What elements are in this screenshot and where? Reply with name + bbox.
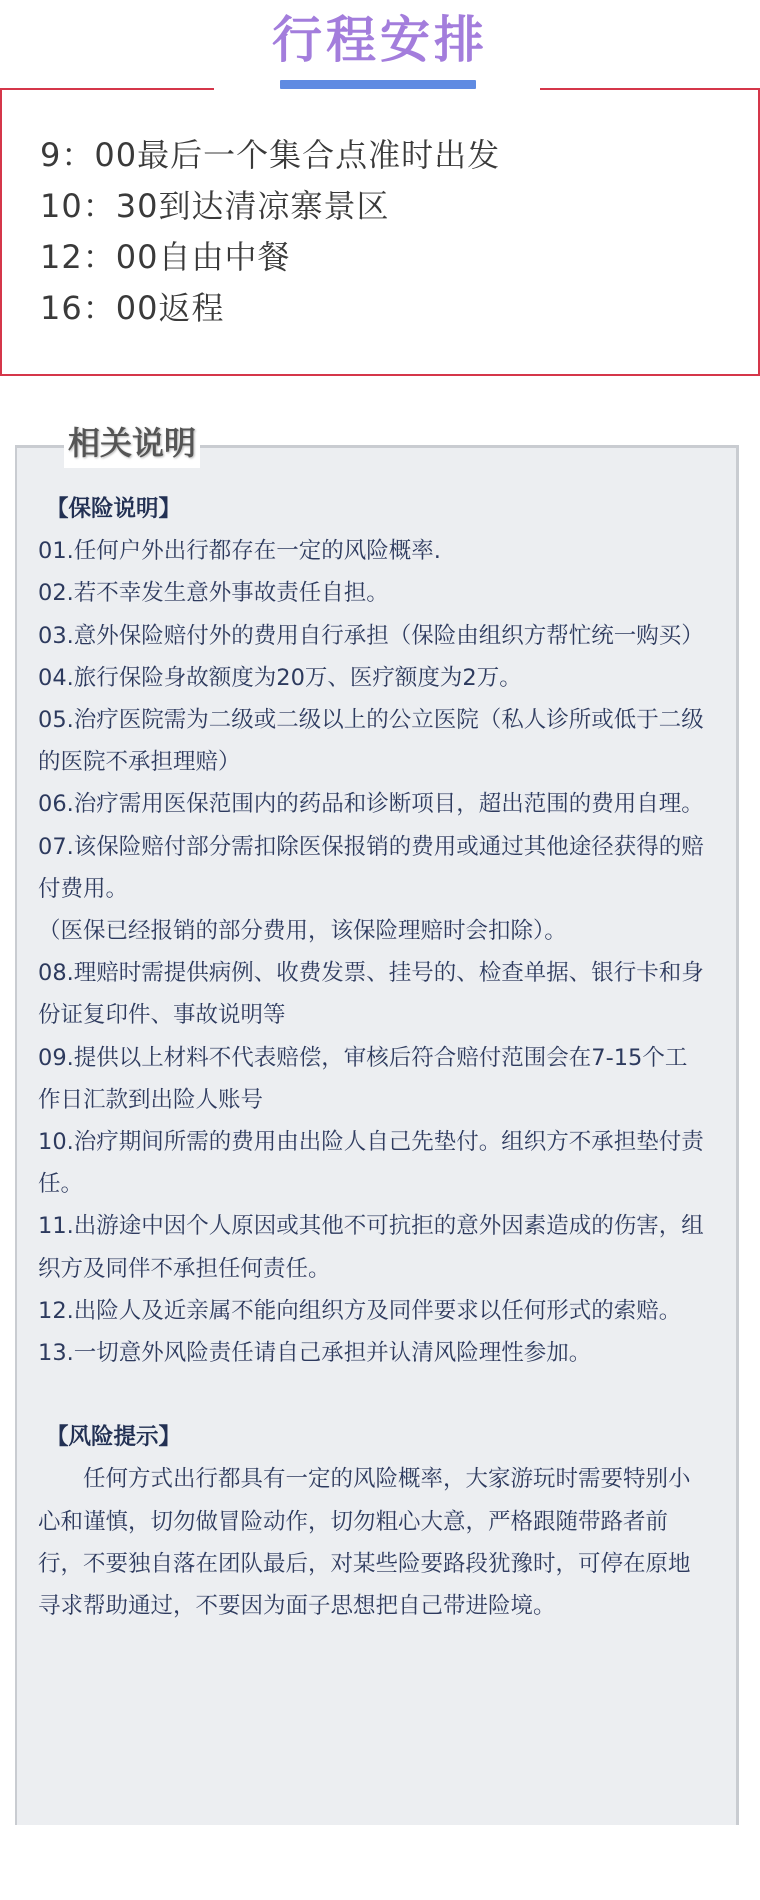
insurance-item: 06.治疗需用医保范围内的药品和诊断项目，超出范围的费用自理。 [38,791,704,818]
section-spacer [38,1374,706,1416]
notes-body [38,488,706,1627]
risk-heading: 【风险提示】 [46,1424,182,1451]
insurance-heading: 【保险说明】 [46,496,182,522]
insurance-item: 07.该保险赔付部分需扣除医保报销的费用或通过其他途径获得的赔付费用。 [38,833,704,902]
schedule-item: 9：00最后一个集合点准时出发 [40,136,501,174]
schedule-item: 12：00自由中餐 [40,238,291,276]
insurance-item: 11.出游途中因个人原因或其他不可抗拒的意外因素造成的伤害，组织方及同伴不承担任何责任。 [38,1213,704,1282]
insurance-item: 02.若不幸发生意外事故责任自担。 [38,580,389,607]
notes-title: 相关说明 [64,418,200,468]
insurance-item: 13.一切意外风险责任请自己承担并认清风险理性参加。 [38,1340,592,1367]
insurance-item: 12.出险人及近亲属不能向组织方及同伴要求以任何形式的索赔。 [38,1297,682,1324]
insurance-item: 05.治疗医院需为二级或二级以上的公立医院（私人诊所或低于二级的医院不承担理赔） [38,707,704,776]
insurance-item: 01.任何户外出行都存在一定的风险概率. [38,538,441,565]
schedule-title: 行程安排 [272,11,488,69]
schedule-item: 10：30到达清凉寨景区 [40,187,390,225]
insurance-item: 04.旅行保险身故额度为20万、医疗额度为2万。 [38,664,522,691]
insurance-item: （医保已经报销的部分费用，该保险理赔时会扣除）。 [38,918,567,945]
schedule-list [40,130,500,334]
insurance-item: 08.理赔时需提供病例、收费发票、挂号的、检查单据、银行卡和身份证复印件、事故说明等 [38,960,704,1029]
schedule-item: 16：00返程 [40,289,225,327]
insurance-item: 09.提供以上材料不代表赔偿，审核后符合赔付范围会在7-15个工作日汇款到出险人账号 [38,1044,688,1113]
insurance-item: 03.意外保险赔付外的费用自行承担（保险由组织方帮忙统一购买） [38,622,704,649]
insurance-item: 10.治疗期间所需的费用由出险人自己先垫付。组织方不承担垫付责任。 [38,1129,704,1198]
risk-text: 任何方式出行都具有一定的风险概率，大家游玩时需要特别小心和谨慎，切勿做冒险动作，切勿粗心大意，严格跟随带路者前行，不要独自落在团队最后，对某些险要路段犹豫时，可停在原地寻求帮助通过，不要因为面子思想把自己带进险境。 [38,1466,691,1620]
